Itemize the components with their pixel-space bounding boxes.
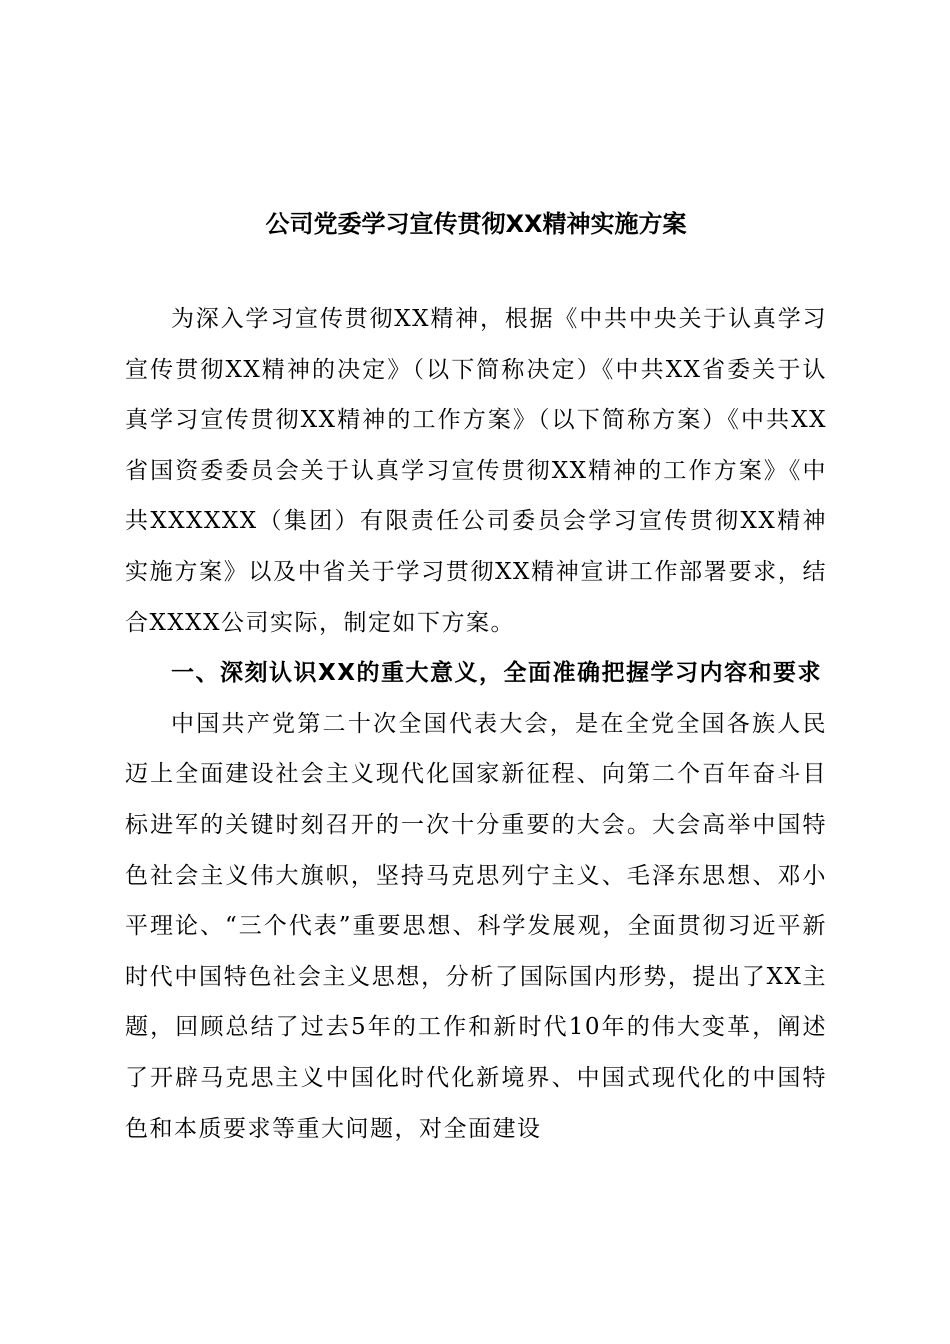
document-body — [125, 206, 827, 1154]
intro-paragraph: 为深入学习宣传贯彻XX精神，根据《中共中央关于认真学习宣传贯彻XX精神的决定》（以下简称决定）《中共XX省委关于认真学习宣传贯彻XX精神的工作方案》（以下简称方案）《中共XX省国资委委员会关于认真学习宣传贯彻XX精神的工作方案》《中共XXXXXX（集团）有限责任公司委员会学习宣传贯彻XX精神实施方案》以及中省关于学习贯彻XX精神宣讲工作部署要求，结合XXXX公司实际，制定如下方案。 — [125, 306, 827, 636]
document-title: 公司党委学习宣传贯彻XX精神实施方案 — [265, 210, 687, 238]
section-heading-1: 一、深刻认识XX的重大意义，全面准确把握学习内容和要求 — [171, 660, 822, 687]
section-1-paragraph: 中国共产党第二十次全国代表大会，是在全党全国各族人民迈上全面建设社会主义现代化国家新征程、向第二个百年奋斗目标进军的关键时刻召开的一次十分重要的大会。大会高举中国特色社会主义伟大旗帜，坚持马克思列宁主义、毛泽东思想、邓小平理论、“三个代表”重要思想、科学发展观，全面贯彻习近平新时代中国特色社会主义思想，分析了国际国内形势，提出了XX主题，回顾总结了过去5年的工作和新时代10年的伟大变革，阐述了开辟马克思主义中国化时代化新境界、中国式现代化的中国特色和本质要求等重大问题，对全面建设 — [125, 710, 827, 1142]
